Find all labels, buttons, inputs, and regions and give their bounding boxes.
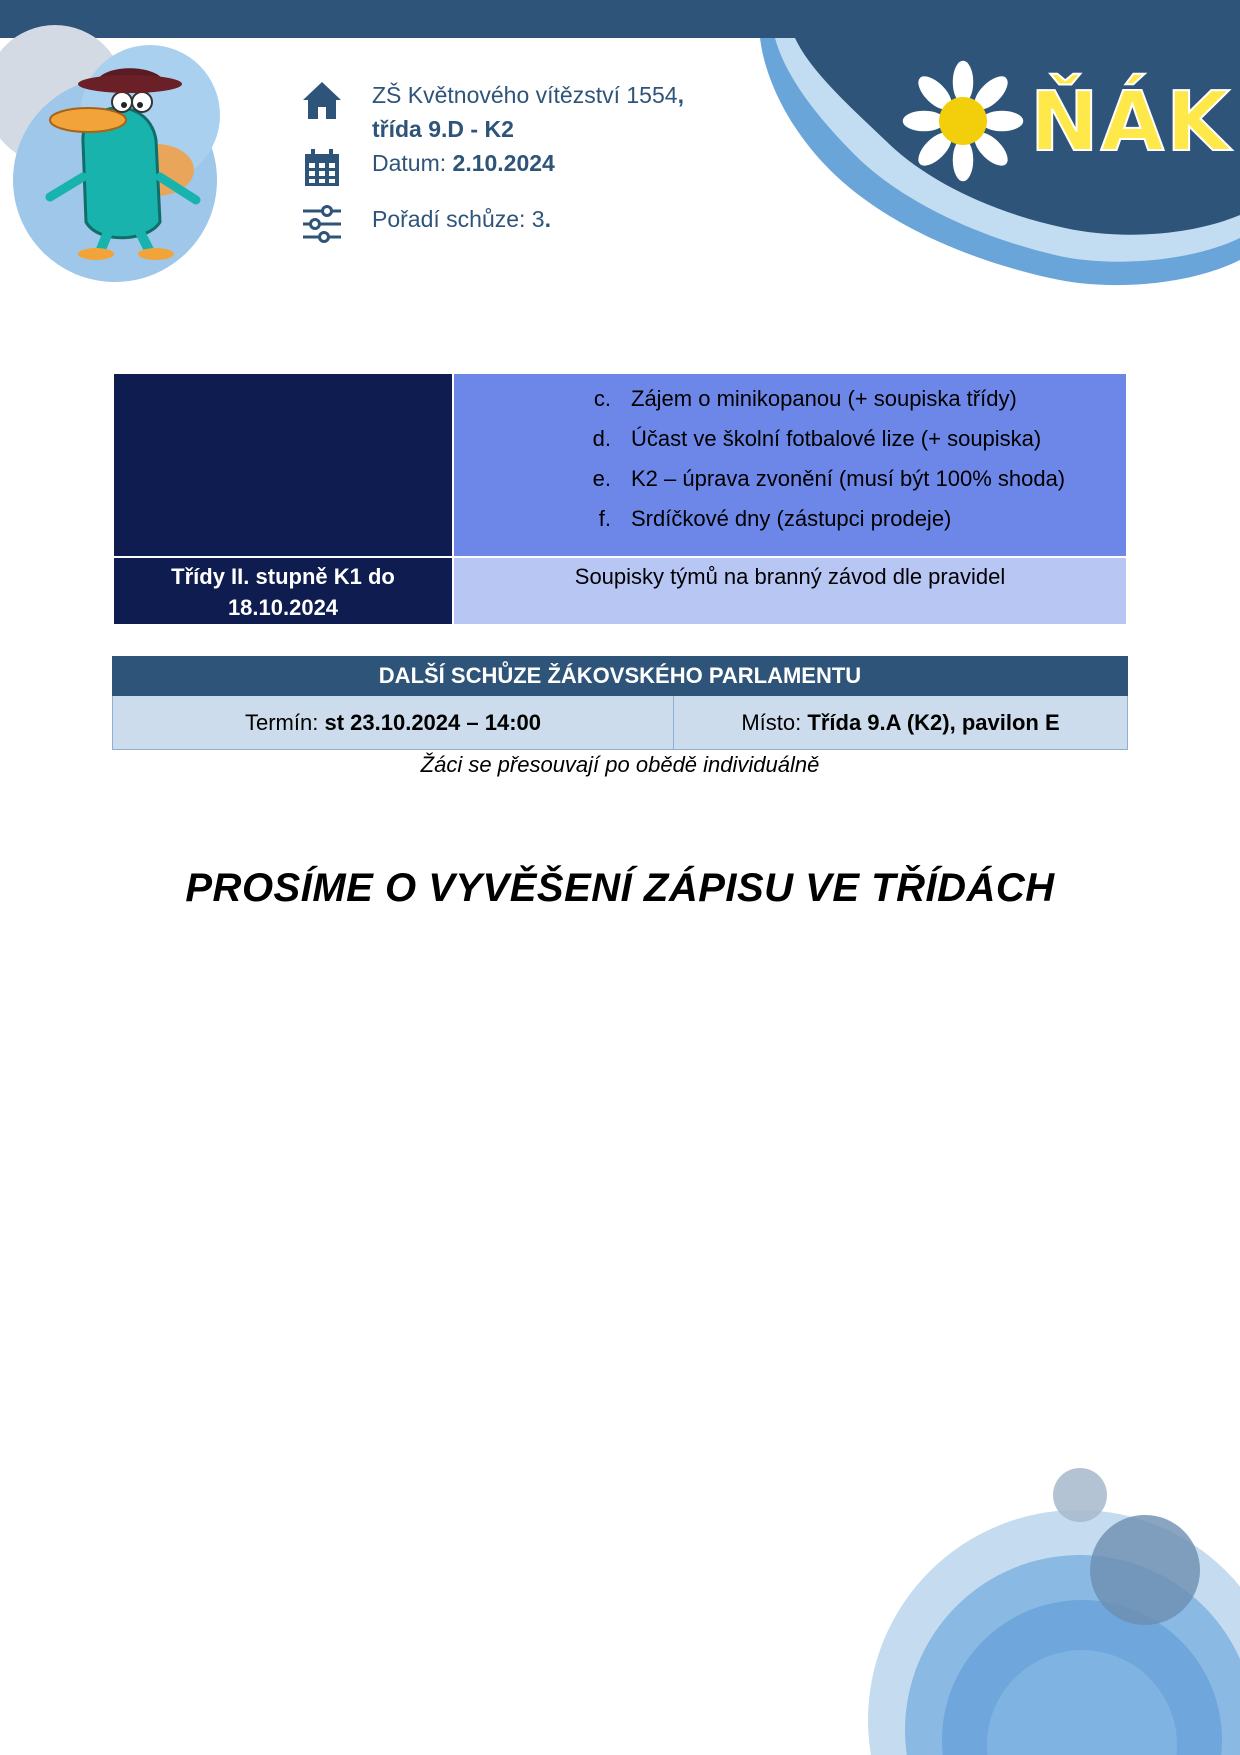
agenda-empty-cell (113, 373, 453, 557)
task-who (115, 559, 451, 623)
agenda-table (112, 372, 1128, 626)
agenda-list (455, 375, 1125, 549)
place-value: Třída 9.A (K2), pavilon E (807, 709, 1060, 735)
sliders-icon (300, 202, 344, 246)
meeting-date (372, 146, 555, 180)
home-icon (300, 78, 344, 122)
platypus-mascot (38, 62, 218, 262)
school-name: ZŠ Květnového vítězství 1554 (372, 82, 678, 108)
calendar-icon (300, 146, 344, 190)
item-label: f. (598, 506, 611, 531)
header-order-row (300, 202, 551, 246)
date-value: 2.10.2024 (452, 150, 555, 176)
list-item (455, 379, 1125, 419)
task-row (113, 557, 1127, 625)
task-what-cell (453, 557, 1127, 625)
item-text: Zájem o minikopanou (+ soupiska třídy) (631, 386, 1017, 411)
call-to-action-heading: PROSÍME O VYVĚŠENÍ ZÁPISU VE TŘÍDÁCH (185, 866, 1055, 910)
term-value: st 23.10.2024 – 14:00 (324, 709, 541, 735)
next-meeting-term (113, 696, 674, 750)
task-what: Soupisky týmů na branný závod dle pravidel (574, 564, 1006, 589)
header-date-row (300, 146, 555, 190)
task-who-line2: 18.10.2024 (227, 595, 339, 620)
item-label: e. (592, 466, 611, 491)
order-dot: . (544, 206, 551, 232)
list-item (455, 459, 1125, 499)
item-label: c. (593, 386, 611, 411)
meeting-order (372, 202, 551, 236)
next-meeting-place (674, 696, 1128, 750)
term-label: Termín: (245, 709, 319, 735)
next-meeting-table (112, 656, 1128, 750)
place-label: Místo: (741, 709, 802, 735)
logo-text: ŇÁK (1030, 75, 1232, 170)
agenda-items-cell (453, 373, 1127, 557)
list-item (455, 419, 1125, 459)
agenda-items-row (113, 373, 1127, 557)
item-label: d. (592, 426, 611, 451)
date-label: Datum: (372, 150, 447, 176)
school-address (372, 78, 684, 146)
bottom-decoration (860, 1440, 1240, 1755)
school-comma: , (677, 82, 684, 108)
item-text: K2 – úprava zvonění (musí být 100% shoda) (631, 466, 1066, 491)
daisy-logo (902, 60, 1024, 182)
item-text: Srdíčkové dny (zástupci prodeje) (631, 506, 952, 531)
item-text: Účast ve školní fotbalové lize (+ soupiska) (631, 426, 1042, 451)
next-meeting-title: DALŠÍ SCHŮZE ŽÁKOVSKÉHO PARLAMENTU (113, 657, 1128, 696)
next-meeting-note: Žáci se přesouvají po obědě individuálně (420, 752, 820, 777)
list-item (455, 499, 1125, 539)
task-who-line1: Třídy II. stupně K1 do (171, 564, 395, 589)
header-school-row (300, 78, 684, 146)
task-who-cell (113, 557, 453, 625)
order-label: Pořadí schůze: 3 (372, 206, 545, 232)
class-name: třída 9.D - K2 (372, 116, 514, 142)
